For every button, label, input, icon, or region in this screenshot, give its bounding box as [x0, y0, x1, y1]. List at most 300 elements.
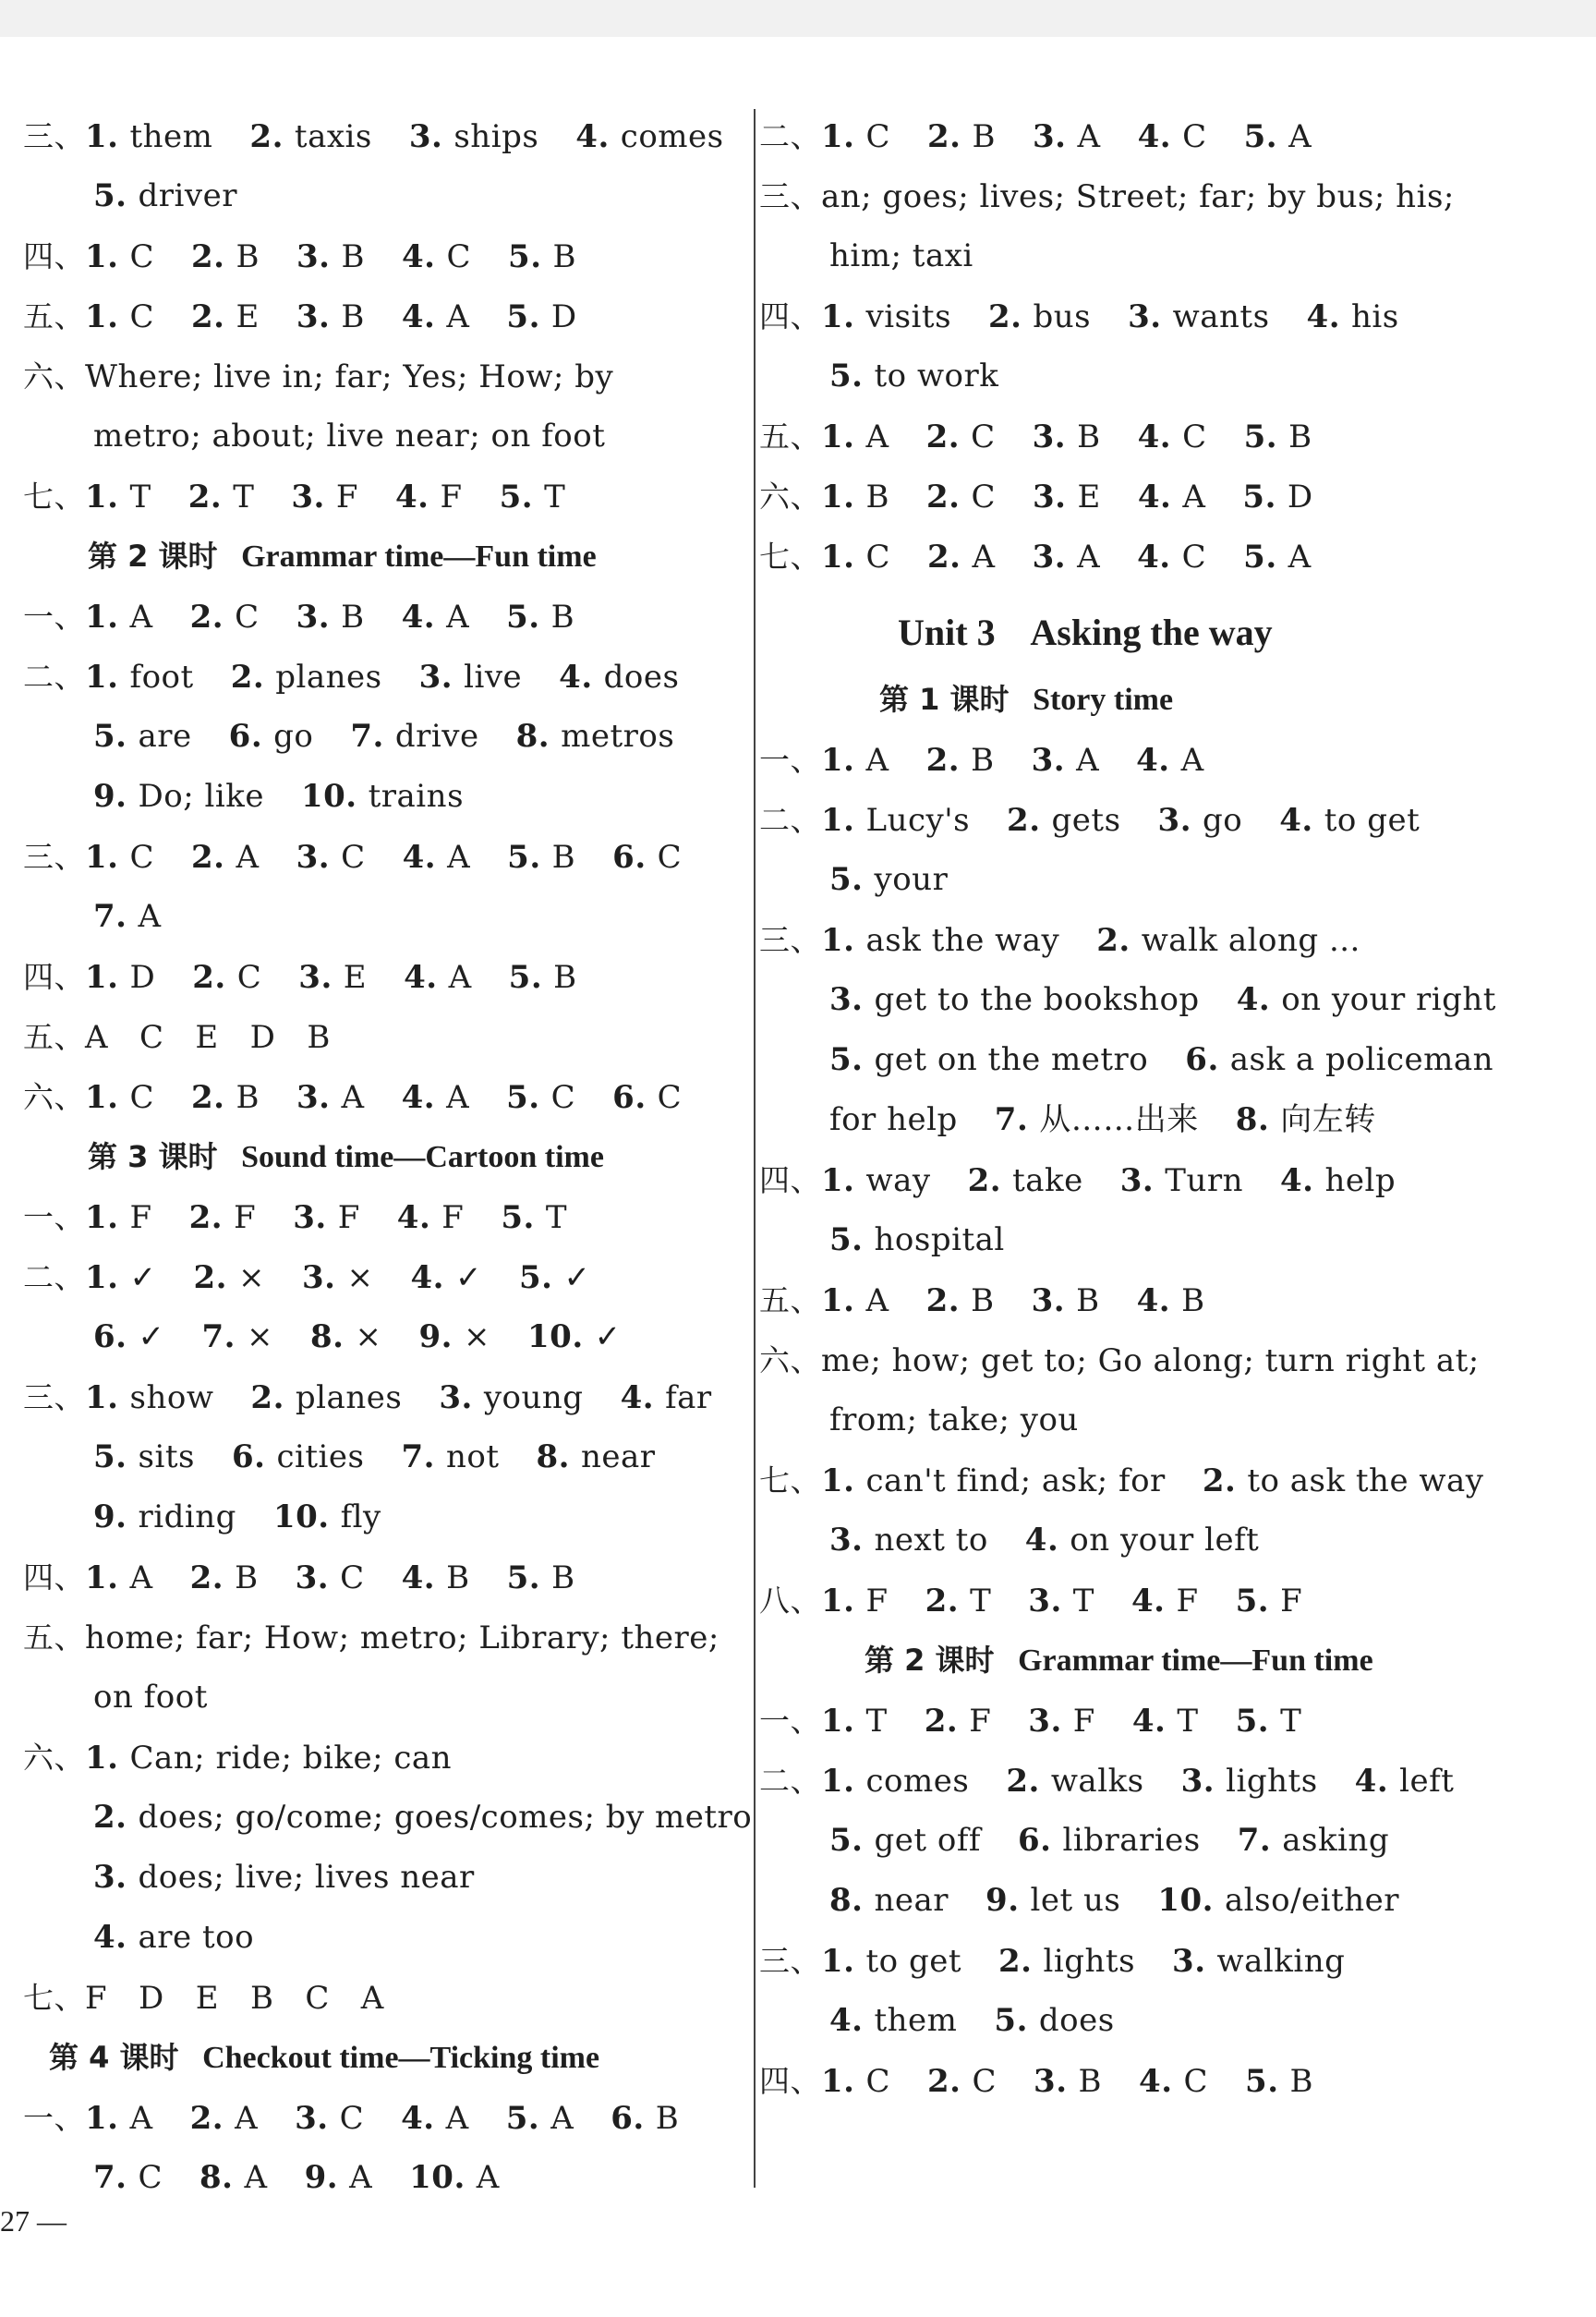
item-answer: his: [1351, 298, 1399, 335]
answer-line: [759, 1811, 1498, 1871]
item-answer: next to: [874, 1522, 988, 1559]
item-answer: to get: [1324, 802, 1421, 839]
item-answer: go: [273, 718, 314, 755]
item-number: 5.: [994, 2002, 1028, 2039]
item-answer: asking: [1282, 1822, 1390, 1859]
item-answer: F: [969, 1703, 992, 1740]
answer-line: [759, 850, 1498, 910]
item-answer: walking: [1216, 1943, 1346, 1980]
item-number: 4.: [1130, 1583, 1166, 1619]
section-number: 七、: [23, 479, 85, 515]
item-answer: F: [440, 479, 463, 516]
item-answer: let us: [1030, 1882, 1121, 1919]
item-number: 3.: [439, 1379, 473, 1416]
item-answer: trains: [368, 778, 465, 815]
item-answer: lights: [1043, 1943, 1136, 1980]
answer-line: [759, 1030, 1498, 1090]
item-number: 1.: [821, 742, 855, 779]
item-answer: T: [865, 1703, 888, 1740]
item-number: 9.: [304, 2159, 339, 2196]
item-answer: your: [874, 861, 949, 898]
item-answer: A: [550, 2100, 574, 2137]
item-answer: C: [340, 1559, 365, 1596]
item-answer: A: [447, 839, 471, 876]
item-answer: planes: [275, 659, 382, 696]
item-answer: ask a policeman: [1229, 1041, 1494, 1078]
item-answer: A: [446, 1079, 470, 1116]
item-number: 3.: [1028, 1703, 1062, 1740]
item-answer: lights: [1226, 1763, 1318, 1800]
answer-line: [23, 1067, 753, 1127]
item-number: 1.: [85, 659, 119, 696]
answer-text: A C E D B: [85, 1019, 331, 1056]
answer-line: [759, 1270, 1498, 1330]
item-answer: walk along ...: [1141, 922, 1360, 959]
answer-line: [23, 1788, 753, 1848]
item-number: 2.: [191, 238, 225, 275]
item-answer: B: [1078, 2063, 1103, 2100]
answer-text: Where; live in; far; Yes; How; by: [85, 358, 614, 395]
item-answer: C: [235, 599, 260, 636]
answer-line: [23, 827, 753, 887]
item-number: 10.: [409, 2159, 466, 2196]
section-number: 一、: [23, 599, 85, 635]
item-answer: T: [1177, 1703, 1199, 1740]
item-answer: C: [1183, 2063, 1209, 2100]
section-number: 四、: [23, 238, 85, 274]
answer-line: [23, 1547, 753, 1607]
item-number: 5.: [506, 599, 540, 636]
item-answer: T: [1280, 1703, 1302, 1740]
item-number: 2.: [927, 118, 961, 155]
item-answer: C: [138, 2159, 163, 2196]
item-answer: far: [665, 1379, 712, 1416]
item-answer: A: [1182, 479, 1206, 516]
lesson-number: 第 1 课时: [879, 682, 1010, 717]
unit-title: Unit 3 Asking the way: [898, 612, 1273, 653]
item-answer: ×: [464, 1318, 490, 1355]
item-answer: A: [446, 298, 470, 335]
section-number: 六、: [23, 1079, 85, 1115]
item-number: 5.: [508, 959, 543, 996]
item-answer: B: [1076, 1282, 1100, 1319]
item-answer: B: [550, 599, 575, 636]
item-number: 4.: [396, 1199, 431, 1236]
section-number: 三、: [23, 839, 85, 875]
answer-text: on foot: [93, 1679, 208, 1716]
lesson-heading: [23, 1127, 753, 1187]
answer-text: him; taxi: [829, 237, 973, 274]
item-number: 1.: [821, 922, 855, 959]
item-number: 2.: [189, 599, 224, 636]
scan-top-band: [0, 0, 1596, 37]
item-answer: B: [236, 1079, 260, 1116]
item-number: 4.: [1236, 981, 1271, 1018]
item-answer: T: [1072, 1583, 1094, 1619]
item-answer: 从……出来: [1039, 1101, 1199, 1138]
item-answer: F: [129, 1199, 152, 1236]
item-number: 4.: [1137, 419, 1172, 455]
section-number: 五、: [759, 1282, 821, 1318]
item-answer: B: [1288, 419, 1312, 455]
item-number: 10.: [1157, 1882, 1215, 1919]
item-number: 2.: [189, 2100, 224, 2137]
item-answer: A: [445, 2100, 469, 2137]
item-number: 3.: [1180, 1763, 1215, 1800]
section-number: 二、: [759, 118, 821, 154]
answer-line: [23, 947, 753, 1007]
item-number: 3.: [829, 981, 864, 1018]
item-answer: A: [476, 2159, 500, 2196]
item-answer: ×: [355, 1318, 382, 1355]
item-number: 4.: [402, 839, 437, 876]
item-number: 4.: [401, 599, 436, 636]
item-number: 5.: [829, 1041, 864, 1078]
item-number: 8.: [310, 1318, 345, 1355]
item-number: 3.: [296, 238, 331, 275]
item-number: 1.: [85, 479, 119, 516]
item-answer: A: [1288, 539, 1312, 576]
item-answer: 向左转: [1280, 1101, 1376, 1138]
section-number: 三、: [23, 1379, 85, 1415]
lesson-number: 第 2 课时: [88, 539, 218, 574]
item-number: 2.: [925, 1282, 961, 1319]
item-number: 2.: [230, 659, 265, 696]
item-answer: Can; ride; bike; can: [129, 1740, 453, 1777]
item-number: 2.: [250, 1379, 284, 1416]
item-answer: A: [972, 539, 996, 576]
item-number: 2.: [191, 839, 225, 876]
item-answer: on your left: [1070, 1522, 1260, 1559]
item-number: 3.: [293, 1199, 327, 1236]
item-answer: B: [971, 742, 995, 779]
item-answer: C: [657, 1079, 683, 1116]
lesson-title: Grammar time—Fun time: [241, 540, 597, 574]
answer-text: metro; about; live near; on foot: [93, 418, 606, 455]
answer-line: [23, 1908, 753, 1968]
lesson-heading: [759, 670, 1498, 730]
item-number: 3.: [291, 479, 325, 516]
item-number: 5.: [829, 1221, 864, 1258]
item-number: 1.: [85, 1259, 119, 1296]
item-answer: F: [1280, 1583, 1303, 1619]
item-answer: C: [971, 419, 996, 455]
item-number: 4.: [829, 2002, 864, 2039]
item-answer: ✓: [594, 1318, 622, 1355]
answer-line: [23, 1307, 753, 1367]
answer-text: F D E B C A: [85, 1980, 384, 2017]
item-number: 5.: [829, 1822, 864, 1859]
item-number: 6.: [231, 1438, 266, 1475]
item-number: 5.: [506, 298, 540, 335]
item-number: 1.: [821, 1282, 855, 1319]
item-answer: A: [341, 1079, 365, 1116]
item-number: 7.: [93, 898, 127, 935]
item-answer: C: [865, 2063, 891, 2100]
item-number: 8.: [200, 2159, 234, 2196]
item-answer: get on the metro: [874, 1041, 1149, 1078]
item-number: 5.: [93, 718, 127, 755]
item-answer: get to the bookshop: [874, 981, 1200, 1018]
item-number: 5.: [93, 1438, 127, 1475]
answer-line: [759, 1450, 1498, 1510]
item-number: 4.: [1136, 1282, 1171, 1319]
item-number: 3.: [1033, 118, 1067, 155]
section-number: 七、: [23, 1980, 85, 2016]
item-number: 5.: [508, 238, 542, 275]
section-number: 一、: [23, 1199, 85, 1235]
item-number: 5.: [506, 1559, 541, 1596]
item-answer: C: [1182, 419, 1207, 455]
item-answer: fly: [340, 1498, 381, 1535]
item-answer: D: [550, 298, 577, 335]
section-number: 七、: [759, 539, 821, 575]
item-number: 5.: [1245, 2063, 1279, 2100]
section-number: 四、: [759, 1162, 821, 1198]
item-number: 4.: [1024, 1522, 1059, 1559]
answer-line: [759, 1871, 1498, 1931]
section-number: 八、: [759, 1583, 821, 1619]
item-number: 1.: [85, 238, 119, 275]
item-answer: B: [446, 1559, 470, 1596]
item-number: 3.: [1172, 1943, 1206, 1980]
item-answer: comes: [620, 118, 724, 155]
item-answer: C: [657, 839, 683, 876]
item-number: 5.: [501, 1199, 535, 1236]
item-answer: B: [552, 238, 577, 275]
section-number: 三、: [759, 922, 821, 958]
item-number: 3.: [1032, 419, 1067, 455]
item-number: 3.: [296, 1079, 331, 1116]
item-number: 3.: [296, 298, 331, 335]
item-number: 2.: [967, 1162, 1002, 1199]
item-number: 3.: [1032, 539, 1067, 576]
item-number: 4.: [1136, 742, 1170, 779]
item-answer: metros: [561, 718, 675, 755]
item-answer: F: [865, 1583, 889, 1619]
item-answer: young: [483, 1379, 584, 1416]
item-answer: also/either: [1225, 1882, 1399, 1919]
item-number: 8.: [536, 1438, 570, 1475]
item-number: 2.: [1096, 922, 1130, 959]
item-number: 1.: [85, 839, 119, 876]
item-number: 1.: [821, 1763, 855, 1800]
item-answer: T: [544, 479, 566, 516]
answer-line: [23, 1607, 753, 1668]
item-number: 2.: [924, 1703, 959, 1740]
item-number: 4.: [559, 659, 593, 696]
section-number: 二、: [23, 659, 85, 695]
lesson-title: Grammar time—Fun time: [1018, 1644, 1373, 1678]
item-answer: to ask the way: [1247, 1462, 1484, 1499]
answer-line: [759, 1691, 1498, 1751]
section-number: 二、: [23, 1259, 85, 1295]
item-number: 2.: [925, 419, 961, 455]
item-answer: B: [341, 238, 366, 275]
item-answer: C: [972, 2063, 998, 2100]
item-number: 1.: [85, 2100, 119, 2137]
item-answer: B: [551, 839, 576, 876]
item-answer: A: [865, 419, 889, 455]
answer-line: [23, 1367, 753, 1427]
item-answer: A: [129, 1559, 153, 1596]
item-answer: D: [1287, 479, 1313, 516]
section-number: 二、: [759, 802, 821, 838]
item-answer: A: [448, 959, 472, 996]
item-number: 7.: [350, 718, 384, 755]
item-number: 10.: [272, 1498, 330, 1535]
item-number: 2.: [927, 2063, 961, 2100]
item-number: 8.: [515, 718, 550, 755]
item-answer: help: [1324, 1162, 1396, 1199]
lesson-number: 第 4 课时: [49, 2040, 179, 2075]
item-number: 4.: [402, 238, 436, 275]
item-answer: left: [1399, 1763, 1455, 1800]
answer-text: from; take; you: [829, 1401, 1079, 1438]
item-number: 5.: [829, 861, 864, 898]
item-number: 2.: [93, 1799, 127, 1836]
answer-text: home; far; How; metro; Library; there;: [85, 1619, 719, 1656]
item-number: 4.: [404, 959, 438, 996]
item-number: 7.: [201, 1318, 236, 1355]
answer-line: [23, 286, 753, 346]
section-number: 三、: [759, 1943, 821, 1979]
answer-line: [23, 467, 753, 527]
item-answer: C: [341, 839, 366, 876]
item-number: 4.: [1137, 479, 1172, 516]
item-answer: C: [865, 118, 891, 155]
answer-line: [759, 1991, 1498, 2051]
item-number: 2.: [926, 479, 961, 516]
item-answer: riding: [138, 1498, 236, 1535]
item-number: 4.: [1137, 539, 1171, 576]
item-answer: on your right: [1281, 981, 1496, 1018]
item-answer: C: [446, 238, 472, 275]
item-number: 6.: [228, 718, 263, 755]
item-answer: way: [865, 1162, 931, 1199]
item-answer: live: [464, 659, 523, 696]
item-number: 4.: [401, 298, 436, 335]
item-number: 3.: [1034, 2063, 1068, 2100]
item-answer: T: [233, 479, 255, 516]
lesson-heading: [23, 527, 753, 587]
item-number: 4.: [575, 118, 610, 155]
item-answer: for help: [829, 1101, 958, 1138]
answer-line: [23, 1187, 753, 1247]
answer-line: [23, 106, 753, 166]
item-answer: does; live; lives near: [138, 1859, 475, 1896]
lesson-heading: [759, 1631, 1498, 1691]
item-answer: A: [244, 2159, 268, 2196]
item-answer: libraries: [1062, 1822, 1201, 1859]
item-number: 1.: [821, 1943, 855, 1980]
item-answer: C: [129, 1079, 155, 1116]
item-answer: ✓: [563, 1259, 591, 1296]
item-number: 2.: [1007, 802, 1041, 839]
answer-line: [759, 286, 1498, 346]
section-number: 六、: [759, 1342, 821, 1378]
item-answer: T: [129, 479, 151, 516]
item-answer: go: [1203, 802, 1243, 839]
item-number: 2.: [193, 1259, 227, 1296]
item-answer: A: [865, 1282, 889, 1319]
item-answer: C: [1181, 539, 1207, 576]
item-answer: driver: [138, 177, 237, 214]
item-answer: B: [341, 599, 365, 636]
page-number: 27 —: [0, 2204, 66, 2238]
item-number: 3.: [1119, 1162, 1155, 1199]
answer-line: [23, 1247, 753, 1307]
item-number: 5.: [519, 1259, 553, 1296]
section-number: 七、: [759, 1462, 821, 1498]
item-number: 4.: [93, 1919, 127, 1956]
item-number: 1.: [821, 1162, 855, 1199]
item-answer: gets: [1051, 802, 1121, 839]
item-number: 1.: [821, 2063, 855, 2100]
lesson-title: Story time: [1033, 683, 1174, 717]
left-answer-column: [23, 106, 753, 2208]
answer-line: [759, 1510, 1498, 1571]
item-answer: does; go/come; goes/comes; by metro: [138, 1799, 753, 1836]
item-answer: C: [129, 238, 155, 275]
item-number: 2.: [925, 1583, 960, 1619]
item-number: 3.: [1028, 1583, 1062, 1619]
item-number: 1.: [821, 1703, 855, 1740]
item-number: 1.: [85, 1559, 119, 1596]
item-answer: A: [129, 599, 153, 636]
item-number: 7.: [401, 1438, 435, 1475]
item-answer: take: [1012, 1162, 1083, 1199]
item-answer: B: [553, 959, 577, 996]
answer-line: [23, 707, 753, 767]
item-answer: them: [874, 2002, 958, 2039]
item-answer: ✓: [138, 1318, 165, 1355]
item-answer: B: [1289, 2063, 1314, 2100]
item-answer: B: [655, 2100, 680, 2137]
item-number: 4.: [401, 1559, 436, 1596]
answer-line: [23, 1007, 753, 1067]
item-answer: ask the way: [865, 922, 1060, 959]
item-answer: B: [971, 1282, 995, 1319]
item-number: 1.: [85, 298, 119, 335]
item-number: 2.: [188, 1199, 224, 1236]
item-answer: planes: [295, 1379, 403, 1416]
item-number: 9.: [93, 778, 127, 815]
item-answer: B: [551, 1559, 575, 1596]
item-number: 5.: [507, 839, 541, 876]
item-answer: near: [874, 1882, 949, 1919]
item-answer: Lucy's: [865, 802, 971, 839]
item-number: 1.: [821, 479, 855, 516]
answer-line: [23, 1968, 753, 2028]
answer-line: [759, 1571, 1498, 1631]
item-number: 3.: [829, 1522, 864, 1559]
item-answer: E: [236, 298, 260, 335]
item-number: 5.: [1243, 419, 1278, 455]
lesson-number: 第 3 课时: [88, 1139, 218, 1174]
item-answer: F: [337, 1199, 360, 1236]
item-answer: walks: [1050, 1763, 1144, 1800]
answer-line: [759, 1210, 1498, 1270]
lesson-number: 第 2 课时: [864, 1643, 995, 1678]
item-answer: to get: [865, 1943, 961, 1980]
item-answer: C: [236, 959, 262, 996]
item-number: 2.: [998, 1943, 1033, 1980]
answer-line: [759, 1390, 1498, 1450]
item-number: 4.: [394, 479, 429, 516]
item-number: 6.: [1018, 1822, 1052, 1859]
item-number: 6.: [612, 1079, 647, 1116]
